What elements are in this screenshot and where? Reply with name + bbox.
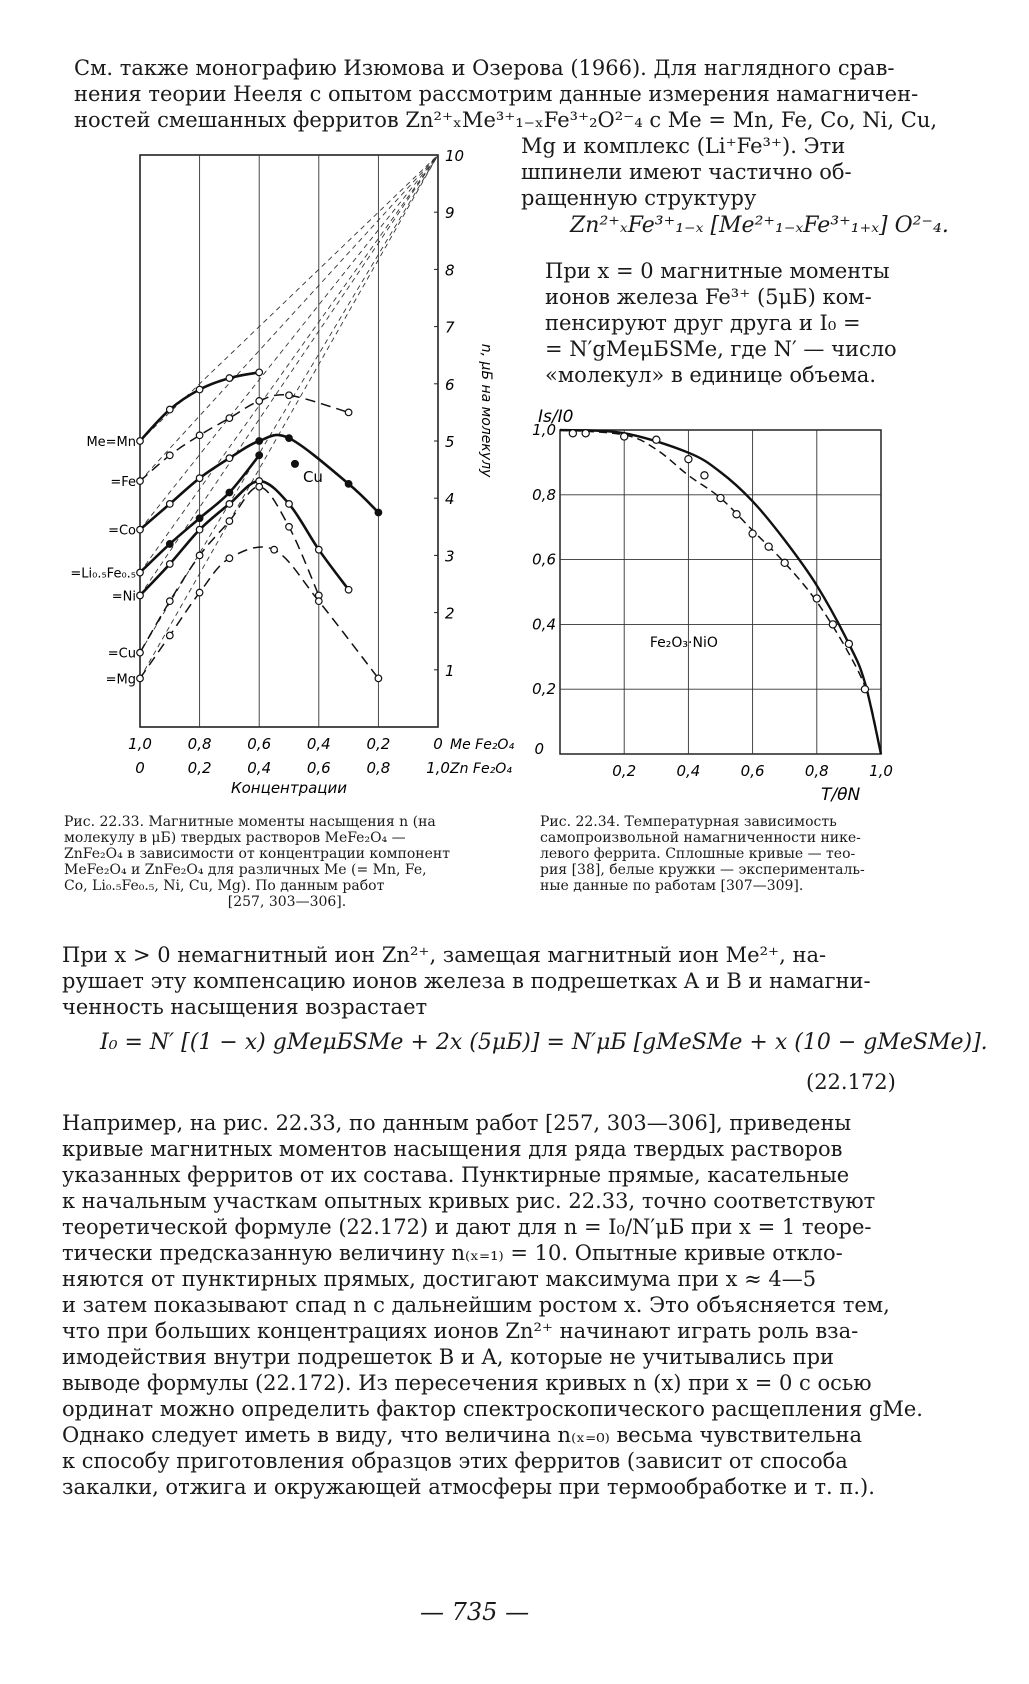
- y-tick-label: 0,4: [532, 615, 556, 634]
- y-tick-label: 0,6: [532, 550, 556, 569]
- caption-line: левого феррита. Сплошные кривые — тео-: [540, 846, 856, 862]
- plot-frame: [560, 430, 881, 754]
- spinel-formula: Zn²⁺ₓFe³⁺₁₋ₓ [Me²⁺₁₋ₓFe³⁺₁₊ₓ] O²⁻₄.: [570, 213, 949, 238]
- tangent-line: [140, 155, 438, 573]
- data-point: [226, 489, 233, 496]
- text-line: указанных ферритов от их состава. Пунктирные прямые, касательные: [62, 1163, 850, 1187]
- data-point: [345, 409, 352, 416]
- series-label: =Cu: [107, 646, 136, 662]
- data-point: [749, 530, 756, 537]
- y-axis-label: Is/I0: [538, 407, 574, 427]
- x-bottom-tick-label: 0,6: [306, 759, 331, 777]
- data-point: [167, 632, 174, 639]
- x-axis-label: T/θN: [821, 785, 861, 805]
- text-line: няются от пунктирных прямых, достигают максимума при x ≈ 4—5: [62, 1267, 817, 1291]
- data-point: [271, 546, 278, 553]
- curve-cu: [140, 487, 319, 653]
- series-label: =Mg: [105, 672, 136, 688]
- data-point: [685, 456, 692, 463]
- text-line: ченность насыщения возрастает: [62, 995, 428, 1019]
- y-axis-label: n, μБ на молекулу: [478, 343, 494, 478]
- caption-line: Рис. 22.34. Температурная зависимость: [540, 814, 837, 830]
- data-point: [701, 472, 708, 479]
- y-tick-label: 4: [445, 490, 455, 509]
- text-line: При x = 0 магнитные моменты: [545, 259, 890, 283]
- x-bottom-axis-label: Zn Fe₂O₄: [450, 761, 512, 777]
- y-tick-label: 5: [445, 433, 455, 451]
- data-point: [653, 436, 660, 443]
- text-line: Например, на рис. 22.33, по данным работ [257, 303—306], приведены: [62, 1111, 852, 1135]
- x-bottom-tick-label: 0,2: [187, 759, 212, 777]
- x-top-tick-label: 0,2: [366, 735, 391, 753]
- series-label: =Li₀.₅Fe₀.₅: [70, 566, 136, 582]
- x-top-tick-label: 0,6: [247, 735, 272, 753]
- y-tick-label: 10: [445, 147, 465, 165]
- data-point: [196, 386, 203, 393]
- data-point: [845, 640, 852, 647]
- caption-line: ные данные по работам [307—309].: [540, 878, 804, 894]
- x-top-tick-label: 0,4: [306, 735, 331, 753]
- caption-line: молекулу в μБ) твердых растворов MeFe₂O₄ —: [64, 830, 406, 846]
- data-point: [196, 475, 203, 482]
- data-point: [375, 675, 382, 682]
- data-point: [196, 552, 203, 559]
- x-tick-label: 0,6: [740, 762, 765, 780]
- text-line: ностей смешанных ферритов Zn²⁺ₓMe³⁺₁₋ₓFe³⁺₂O²⁻₄ с Me = Mn, Fe, Co, Ni, Cu,: [74, 108, 938, 132]
- figure-22-33: [60, 140, 520, 800]
- x-top-tick-label: 0,8: [187, 735, 212, 753]
- text-line: ионов железа Fe³⁺ (5μБ) ком-: [545, 285, 872, 309]
- text-line: См. также монографию Изюмова и Озерова (1966). Для наглядного срав-: [74, 56, 895, 80]
- text-line: выводе формулы (22.172). Из пересечения кривых n (x) при x = 0 с осью: [62, 1371, 872, 1395]
- data-point: [286, 392, 293, 399]
- curve-theory-solid: [560, 430, 881, 754]
- caption-fig-22-34: [540, 814, 906, 894]
- caption-line: самопроизвольной намагниченности нике-: [540, 830, 861, 846]
- text-line: кривые магнитных моментов насыщения для ряда твердых растворов: [62, 1137, 843, 1161]
- x-top-tick-label: 0: [433, 735, 443, 753]
- text-line: ращенную структуру: [521, 186, 757, 210]
- text-line: Однако следует иметь в виду, что величина n₍ₓ₌₀₎ весьма чувствительна: [62, 1423, 863, 1447]
- y-tick-label: 8: [445, 261, 455, 280]
- equation-number: (22.172): [806, 1070, 896, 1094]
- text-line: пенсируют друг друга и I₀ =: [545, 311, 861, 335]
- text-line: к начальным участкам опытных кривых рис. 22.33, точно соответствуют: [62, 1189, 876, 1213]
- y-tick-label: 6: [445, 375, 455, 394]
- caption-line: [257, 303—306].: [227, 894, 347, 910]
- annotation-label: Fe₂O₃·NiO: [649, 635, 718, 652]
- data-point: [286, 524, 293, 531]
- y-tick-label: 2: [445, 604, 455, 623]
- data-point: [316, 546, 323, 553]
- x-tick-label: 1,0: [869, 762, 893, 780]
- data-point: [196, 526, 203, 533]
- y-tick-label: 3: [445, 547, 455, 566]
- text-line: При x > 0 немагнитный ион Zn²⁺, замещая магнитный ион Me²⁺, на-: [62, 943, 827, 967]
- text-line: = N′gMeμБSMe, где N′ — число: [545, 337, 897, 361]
- caption-fig-22-33: [64, 814, 510, 910]
- data-point: [256, 398, 263, 405]
- data-point: [226, 518, 233, 525]
- series-label: =Fe: [110, 475, 136, 491]
- data-point: [137, 438, 144, 445]
- data-point: [621, 433, 628, 440]
- y-tick-label: 0: [534, 740, 544, 758]
- right-column-text: [521, 133, 906, 211]
- caption-line: рия [38], белые кружки — эксперименталь-: [540, 862, 865, 878]
- data-point: [167, 541, 174, 548]
- data-point: [167, 598, 174, 605]
- data-point: [569, 430, 576, 437]
- x-top-tick-label: 1,0: [128, 735, 152, 753]
- y-tick-label: 0,8: [532, 485, 556, 504]
- data-point: [829, 621, 836, 628]
- data-point: [375, 509, 382, 516]
- text-line: ординат можно определить фактор спектроскопического расщепления gMe.: [62, 1397, 923, 1421]
- curve-ni: [140, 481, 349, 595]
- data-point-cu: [291, 460, 299, 468]
- x-bottom-tick-label: 0,4: [247, 759, 272, 777]
- text-line: «молекул» в единице объема.: [545, 363, 876, 387]
- x-bottom-tick-label: 1,0: [426, 759, 450, 777]
- text-line: рушает эту компенсацию ионов железа в подрешетках A и B и намагни-: [62, 969, 871, 993]
- figure-22-34: [520, 390, 920, 810]
- data-point: [717, 494, 724, 501]
- data-point: [137, 569, 144, 576]
- curve-theory-dashed: [560, 430, 881, 754]
- text-line: и затем показывают спад n с дальнейшим ростом x. Это объясняется тем,: [62, 1293, 890, 1317]
- data-point: [813, 595, 820, 602]
- data-point: [167, 406, 174, 413]
- data-point: [345, 481, 352, 488]
- text-line: теоретической формуле (22.172) и дают для n = I₀/N′μБ при x = 1 теоре-: [62, 1215, 872, 1239]
- series-label: =Co: [108, 523, 136, 539]
- data-point: [137, 592, 144, 599]
- data-point: [256, 369, 263, 376]
- text-line: имодействия внутри подрешеток B и A, которые не учитывались при: [62, 1345, 835, 1369]
- data-point: [256, 483, 263, 490]
- data-point: [765, 543, 772, 550]
- data-point: [137, 675, 144, 682]
- data-point: [196, 515, 203, 522]
- data-point: [733, 511, 740, 518]
- data-point: [137, 478, 144, 485]
- text-line: закалки, отжига и окружающей атмосферы при термообработке и т. п.).: [62, 1475, 875, 1499]
- x-tick-label: 0,2: [612, 762, 637, 780]
- data-point: [345, 586, 352, 593]
- data-point: [226, 375, 233, 382]
- text-line: нения теории Нееля с опытом рассмотрим данные измерения намагничен-: [74, 82, 919, 106]
- data-point: [286, 501, 293, 508]
- x-tick-label: 0,4: [676, 762, 701, 780]
- x-bottom-tick-label: 0,8: [366, 759, 391, 777]
- text-line: Mg и комплекс (Li⁺Fe³⁺). Эти: [521, 134, 846, 158]
- series-label: Me=Mn: [86, 435, 136, 450]
- data-point: [196, 432, 203, 439]
- data-point: [582, 430, 589, 437]
- cu-label: Cu: [302, 467, 323, 486]
- y-tick-label: 1: [445, 661, 455, 680]
- text-line: к способу приготовления образцов этих ферритов (зависит от способа: [62, 1449, 848, 1473]
- data-point: [781, 559, 788, 566]
- y-tick-label: 1,0: [532, 421, 556, 439]
- data-point: [196, 589, 203, 596]
- x-axis-label: Концентрации: [230, 779, 348, 797]
- data-point: [226, 555, 233, 562]
- text-line: шпинели имеют частично об-: [521, 160, 852, 184]
- y-tick-label: 9: [445, 204, 455, 223]
- series-label: =Ni: [111, 589, 136, 605]
- data-point: [316, 598, 323, 605]
- right-paragraph: [545, 258, 905, 388]
- data-point: [226, 501, 233, 508]
- x-tick-label: 0,8: [804, 762, 829, 780]
- caption-line: MeFe₂O₄ и ZnFe₂O₄ для различных Me (= Mn, Fe,: [64, 862, 427, 878]
- data-point: [226, 455, 233, 462]
- caption-line: Рис. 22.33. Магнитные моменты насыщения n (на: [64, 814, 436, 830]
- data-point: [167, 561, 174, 568]
- bottom-paragraph: [62, 1110, 923, 1500]
- tangent-line: [140, 155, 438, 530]
- data-point: [226, 415, 233, 422]
- top-paragraph: [74, 55, 938, 133]
- data-point: [256, 452, 263, 459]
- tangent-line: [140, 155, 438, 678]
- data-point: [861, 686, 868, 693]
- text-line: что при больших концентрациях ионов Zn²⁺ начинают играть роль вза-: [62, 1319, 859, 1343]
- data-point: [256, 438, 263, 445]
- caption-line: ZnFe₂O₄ в зависимости от концентрации компонент: [64, 846, 450, 862]
- tangent-line: [140, 155, 438, 481]
- y-tick-label: 7: [445, 318, 455, 337]
- page-number: — 735 —: [420, 1598, 530, 1626]
- data-point: [286, 435, 293, 442]
- x-bottom-tick-label: 0: [135, 759, 145, 777]
- data-point: [137, 649, 144, 656]
- middle-paragraph: [62, 942, 907, 1020]
- x-top-axis-label: Me Fe₂O₄: [450, 737, 515, 753]
- caption-line: Co, Li₀.₅Fe₀.₅, Ni, Cu, Mg). По данным работ: [64, 878, 385, 894]
- text-line: тически предсказанную величину n₍ₓ₌₁₎ = 10. Опытные кривые откло-: [62, 1241, 843, 1265]
- y-tick-label: 0,2: [532, 680, 556, 699]
- data-point: [167, 501, 174, 508]
- main-formula: I₀ = N′ [(1 − x) gMeμБSMe + 2x (5μБ)] = N′μБ [gMeSMe + x (10 − gMeSMe)].: [100, 1030, 988, 1055]
- data-point: [167, 452, 174, 459]
- data-point: [137, 526, 144, 533]
